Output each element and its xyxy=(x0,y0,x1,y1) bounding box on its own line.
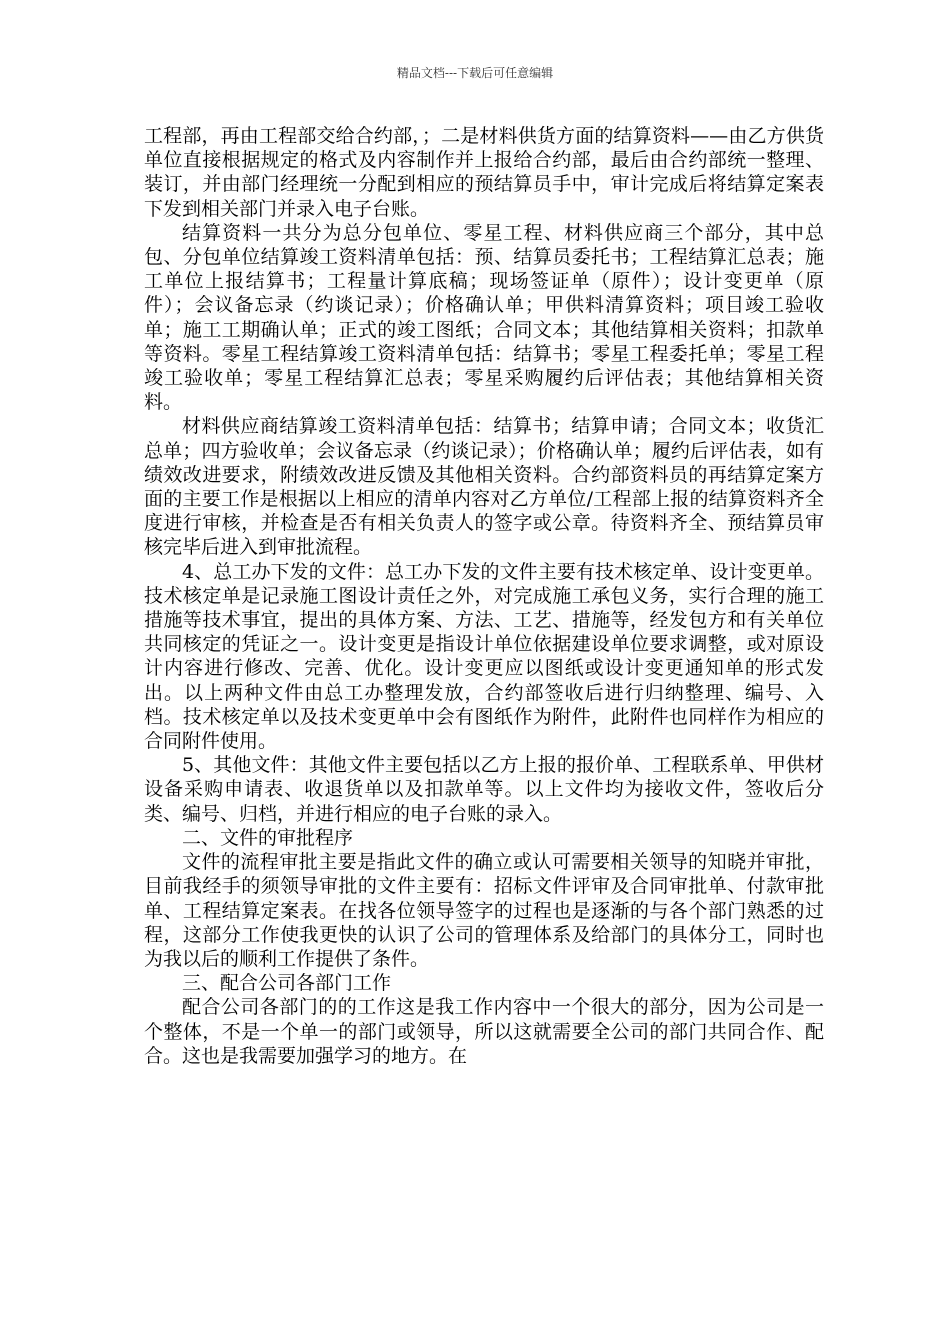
page-header-note: 精品文档---下载后可任意编辑 xyxy=(396,66,554,80)
paragraph: 配合公司各部门的的工作这是我工作内容中一个很大的部分，因为公司是一个整体，不是一个单一的部门或领导，所以这就需要全公司的部门共同合作、配合。这也是我需要加强学习的地方。在 xyxy=(144,996,824,1067)
paragraph: 工程部，再由工程部交给合约部，；二是材料供货方面的结算资料——由乙方供货单位直接根据规定的格式及内容制作并上报给合约部，最后由合约部统一整理、装订，并由部门经理统一分配到相应的预结算员手中，审计完成后将结算定案表下发到相关部门并录入电子台账。 xyxy=(144,125,824,220)
document-body xyxy=(144,124,824,1068)
paragraph: 材料供应商结算竣工资料清单包括：结算书；结算申请；合同文本；收货汇总单；四方验收单；会议备忘录（约谈记录）；价格确认单；履约后评估表，如有绩效改进要求，附绩效改进反馈及其他相关资料。合约部资料员的再结算定案方面的主要工作是根据以上相应的清单内容对乙方单位/工程部上报的结算资料齐全度进行审核，并检查是否有相关负责人的签字或公章。待资料齐全、预结算员审核完毕后进入到审批流程。 xyxy=(144,415,824,559)
section-heading: 三、配合公司各部门工作 xyxy=(182,972,392,995)
paragraph: 结算资料一共分为总分包单位、零星工程、材料供应商三个部分，其中总包、分包单位结算竣工资料清单包括：预、结算员委托书；工程结算汇总表；施工单位上报结算书；工程量计算底稿；现场签证单（原件）；设计变更单（原件）；会议备忘录（约谈记录）；价格确认单；甲供料清算资料；项目竣工验收单；施工工期确认单；正式的竣工图纸；合同文本；其他结算相关资料；扣款单等资料。零星工程结算竣工资料清单包括：结算书；零星工程委托单；零星工程竣工验收单；零星工程结算汇总表；零星采购履约后评估表；其他结算相关资料。 xyxy=(144,221,824,414)
paragraph: 5、其他文件：其他文件主要包括以乙方上报的报价单、工程联系单、甲供材设备采购申请表、收退货单以及扣款单等。以上文件均为接收文件，签收后分类、编号、归档，并进行相应的电子台账的录入。 xyxy=(144,754,824,825)
paragraph: 文件的流程审批主要是指此文件的确立或认可需要相关领导的知晓并审批，目前我经手的须领导审批的文件主要有：招标文件评审及合同审批单、付款审批单、工程结算定案表。在找各位领导签字的过程也是逐渐的与各个部门熟悉的过程，这部分工作使我更快的认识了公司的管理体系及给部门的具体分工，同时也为我以后的顺利工作提供了条件。 xyxy=(144,851,824,970)
paragraph: 4、总工办下发的文件：总工办下发的文件主要有技术核定单、设计变更单。技术核定单是记录施工图设计责任之外，对完成施工承包义务，实行合理的施工措施等技术事宜，提出的具体方案、方法、工艺、措施等，经发包方和有关单位共同核定的凭证之一。设计变更是指设计单位依据建设单位要求调整，或对原设计内容进行修改、完善、优化。设计变更应以图纸或设计变更通知单的形式发出。以上两种文件由总工办整理发放，合约部签收后进行归纳整理、编号、入档。技术核定单以及技术变更单中会有图纸作为附件，此附件也同样作为相应的合同附件使用。 xyxy=(144,560,824,753)
section-heading: 二、文件的审批程序 xyxy=(182,826,354,849)
